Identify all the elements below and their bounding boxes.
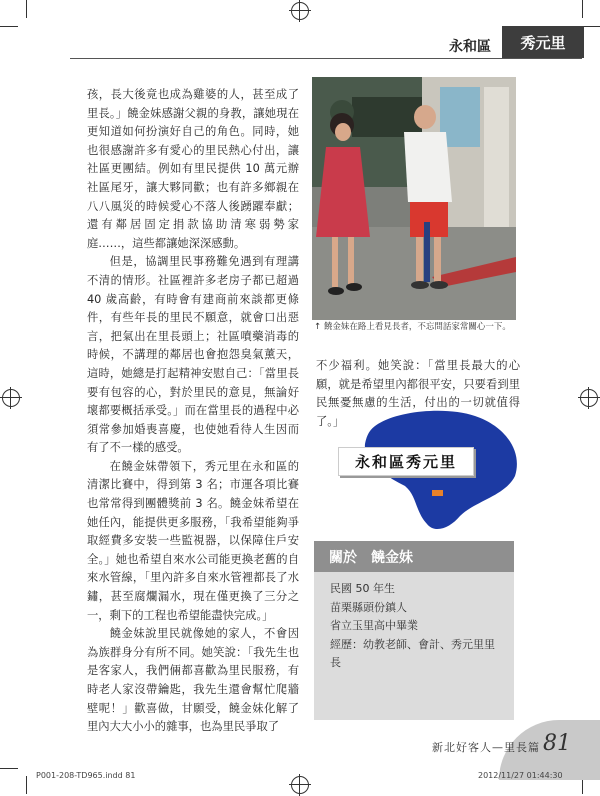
- crop-mark: [0, 768, 18, 769]
- registration-mark-icon: [291, 776, 309, 794]
- slug-file: P001-208-TD965.indd 81: [36, 771, 136, 780]
- village-tag: [502, 26, 584, 58]
- crop-mark: [26, 776, 27, 794]
- article-paragraph: 饒金妹說里民就像她的家人，不會因為族群身分有所不同。她笑說：「我先生也是客家人，我們倆都喜歡為里民服務，有時老人家沒帶鑰匙，我先生還會幫忙爬牆壁呢！」歡喜做，甘願受，饒金妹化解了里內大大小小的雜事，也為里民爭取了: [87, 627, 299, 734]
- village-label: 秀元里: [520, 33, 566, 52]
- registration-mark-icon: [2, 389, 20, 407]
- crop-mark: [0, 26, 18, 27]
- article-paragraph: 但是，協調里民事務難免遇到有理講不清的情形。社區裡許多老房子都已超過 40 歲高齡，有時會有建商前來談都更條件，有些年長的里民不願意，就會口出惡言，把氣出在里長頭上；社區噴藥消毒的時候，不講理的鄰居也會抱怨臭氣薰天，這時，她總是打起精神安慰自己：「當里長要有包容的心，對於里民的意見，無論好壞都要概括承受。」而在當里長的過程中必須常參加婚喪喜慶，也使她看待人生因而有了不一樣的感受。: [87, 255, 299, 455]
- about-item: 經歷：幼教老師、會計、秀元里里長: [330, 637, 495, 669]
- crop-mark: [584, 26, 600, 27]
- slug-datetime: 2012/11/27 01:44:30: [478, 771, 563, 780]
- article-paragraph: 在饒金妹帶領下，秀元里在永和區的清潔比賽中，得到第 3 名；市運各項比賽也常常得到團體獎前 3 名。饒金妹希望在她任內，能提供更多服務，「我希望能夠爭取經費多安裝一些監視器，以保障住戶安全。」她也希望自來水公司能更換老舊的自來水管線，「里內許多自來水管裡都長了水鏽，甚至腐爛漏水，現在僅更換了三分之一，剩下的工程也希望能盡快完成。」: [87, 459, 299, 622]
- street-photo: [312, 77, 516, 320]
- article-body: [87, 86, 299, 737]
- about-item: 苗栗縣頭份鎮人: [330, 600, 407, 614]
- article-continuation: 不少福利。她笑說：「當里長最大的心願，就是希望里內都很平安，只要看到里民無憂無慮的生活，付出的一切就值得了。」: [316, 359, 520, 428]
- about-list: [330, 580, 500, 673]
- photo-caption: ↑ 饒金妹在路上看見長者，不忘問話家常關心一下。: [314, 322, 511, 332]
- registration-mark-icon: [291, 2, 309, 20]
- about-item: 省立玉里高中畢業: [330, 619, 418, 632]
- header-rule: [70, 58, 582, 59]
- district-label: 永和區: [449, 39, 491, 55]
- footer-series: 新北好客人—里長篇: [432, 741, 540, 754]
- crop-mark: [26, 0, 27, 18]
- about-item: 民國 50 年生: [330, 582, 395, 595]
- village-marker: [432, 490, 443, 496]
- photo-illustration: [312, 77, 516, 320]
- article-paragraph: 孩，長大後竟也成為雞婆的人，甚至成了里長。」饒金妹感謝父親的身教，讓她現在更知道如何扮演好自己的角色。同時，她也很感謝許多有愛心的里民熱心付出，讓社區更團結。例如有里民提供 10 萬元辦社區尾牙，讓大夥同歡；也有許多鄉親在八八風災的時候愛心不落人後踴躍奉獻；還有鄰居固定捐款協助清寒弱勢家庭……，這些都讓她深深感動。: [87, 88, 299, 250]
- registration-mark-icon: [580, 389, 598, 407]
- crop-mark: [582, 0, 583, 18]
- about-title: 關於 饒金妹: [329, 550, 413, 566]
- map-label: 永和區秀元里: [338, 447, 474, 476]
- page-number: 81: [543, 731, 571, 756]
